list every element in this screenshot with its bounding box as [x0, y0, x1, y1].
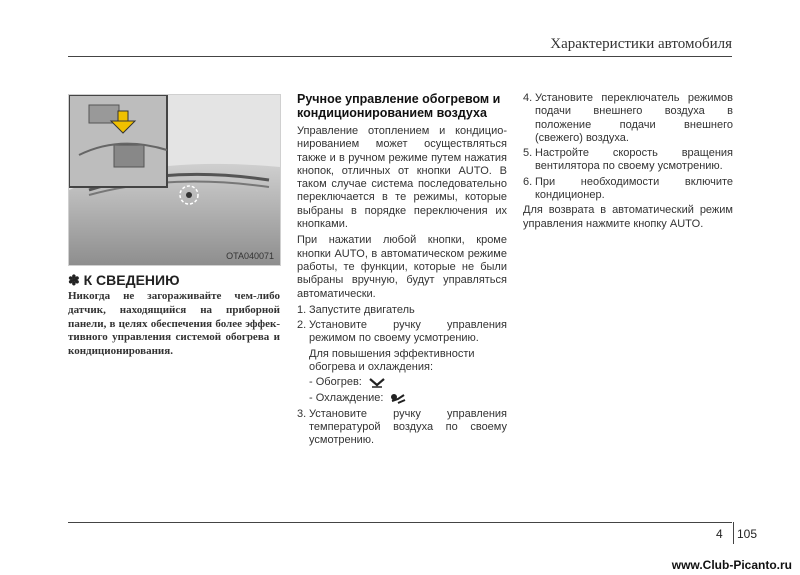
page-header-title: Характеристики автомобиля	[550, 36, 732, 52]
dashboard-sensor-illustration	[68, 94, 281, 266]
footer-rule	[68, 522, 732, 523]
heating-option	[297, 376, 507, 389]
list-item	[523, 176, 733, 203]
page-separator	[733, 522, 734, 544]
chapter-number: 4	[716, 527, 723, 541]
dashboard-sensor-drawing	[69, 95, 280, 265]
list-item	[523, 92, 733, 145]
note-body: Никогда не загораживайте чем-либо датчик, находящийся на приборной панели, в целях обеспечения более эффек-тивного управления системой обогрева и кондиционирования.	[68, 290, 280, 358]
list-item	[297, 304, 507, 317]
list-item-text: Установите переключатель режимов подачи внешнего воздуха в положение подачи внешнего (свежего) воздуха.	[535, 92, 733, 144]
list-item-text: Настройте скорость вращения вентилятора по своему усмотрению.	[535, 147, 733, 173]
step-note: Для повышения эффективности обогрева и охлаждения:	[309, 347, 475, 374]
floor-heat-mode-icon	[368, 377, 386, 389]
list-item-number: 5.	[523, 147, 533, 160]
list-item-number: 6.	[523, 175, 533, 188]
list-item-text: Запустите двигатель	[309, 303, 415, 316]
note-title: ✽ К СВЕДЕНИЮ	[68, 272, 180, 288]
list-item-number: 2.	[297, 319, 307, 332]
list-item-number: 3.	[297, 407, 307, 420]
cooling-option	[297, 392, 507, 406]
list-item-number: 4.	[523, 92, 533, 104]
section-title: Ручное управление обогревом и кондиционированием воздуха	[297, 92, 501, 120]
face-vent-mode-icon	[389, 392, 407, 406]
figure-caption: OTA040071	[226, 251, 274, 261]
list-item-text: При необходимости включите кондиционер.	[535, 175, 733, 202]
paragraph: Для возврата в автоматический режим управления нажмите кнопку AUTO.	[523, 204, 733, 230]
paragraph: При нажатии любой кнопки, кроме кнопки AUTO, в автоматическом режиме работы, те функции, которые не были выбраны вручную, будут управляться автоматически.	[297, 234, 507, 300]
cooling-label: - Охлаждение:	[309, 391, 384, 404]
list-item	[523, 147, 733, 174]
header-rule	[68, 56, 732, 57]
steps-continued	[523, 92, 733, 231]
list-item-text: Установите ручку управления режимом по своему усмотрению.	[309, 319, 507, 345]
list-item-number: 1.	[297, 303, 307, 316]
list-item	[297, 319, 507, 346]
list-item	[297, 408, 507, 448]
paragraph: Управление отоплением и кондицио-нированием может осуществляться также и в ручном режиме путем нажатия кнопок, отличных от кнопки AUTO. В таком случае система последовательно переключается в те режимы, которые выбраны в порядке переключения их кнопками.	[297, 125, 507, 231]
watermark: www.Club-Picanto.ru	[671, 558, 792, 572]
list-item-text: Установите ручку управления температурой воздуха по своему усмотрению.	[309, 407, 507, 447]
heating-label: - Обогрев:	[309, 376, 362, 389]
page-number: 105	[737, 527, 758, 541]
manual-control-section	[297, 92, 507, 450]
